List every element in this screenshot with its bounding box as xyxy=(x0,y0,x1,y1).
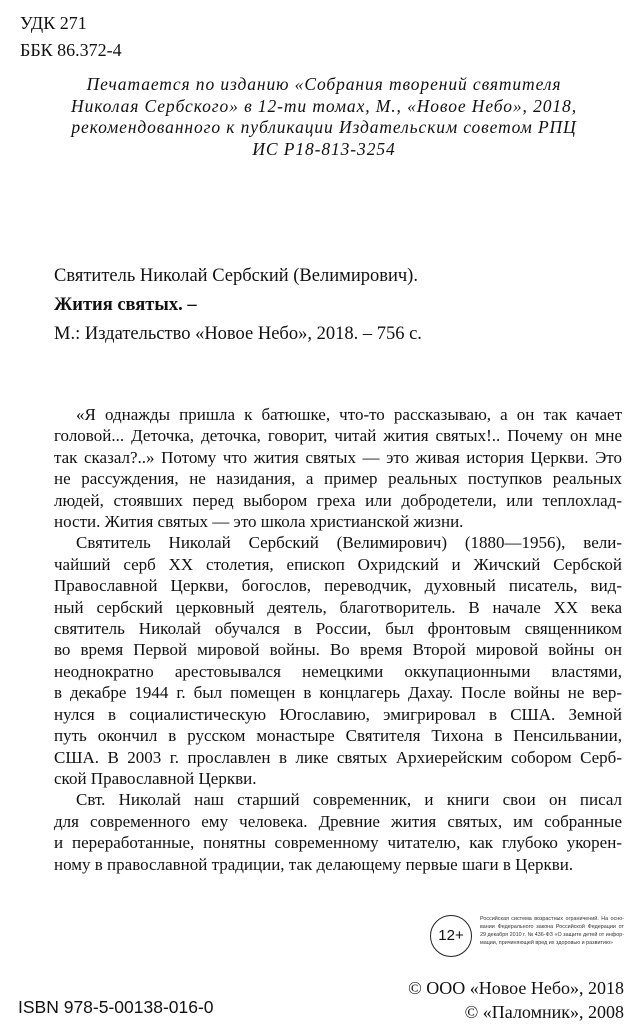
classification-codes xyxy=(20,10,122,64)
abstract-line: в декабре 1944 г. был помещен в концлагерь Дахау. После войны не вер- xyxy=(54,683,622,703)
abstract-paragraph xyxy=(54,404,622,532)
bbk-code: ББК 86.372-4 xyxy=(20,40,122,60)
abstract-line: ный сербский церковный деятель, благотворитель. В начале XX века xyxy=(54,597,622,617)
abstract-line: Святитель Николай Сербский (Велимирович) (1880—1956), вели- xyxy=(76,533,622,553)
abstract-line: неоднократно арестовывался немецкими оккупационными властями, xyxy=(54,661,622,681)
abstract-line: нулся в социалистическую Югославию, эмигрировал в США. Земной xyxy=(54,704,622,724)
abstract-line: чайший серб XX столетия, епископ Охридский и Жичский Сербской xyxy=(54,554,622,574)
age-rating-block xyxy=(420,915,625,973)
bibliographic-record xyxy=(54,262,422,349)
abstract-line: людей, стоявших перед выбором греха или добродетели, или теплохлад- xyxy=(54,490,622,510)
abstract-line: ности. Жития святых — это школа христианской жизни. xyxy=(54,512,464,532)
abstract-line: во время Первой мировой войны. Во время Второй мировой войны он xyxy=(54,640,622,660)
abstract-paragraph xyxy=(54,532,622,789)
abstract-line: и переработанные, понятны современному читателю, как глубоко укорен- xyxy=(54,833,622,853)
abstract xyxy=(54,404,622,875)
abstract-line: для современного ему человека. Древние жития святых, им собранные xyxy=(54,811,622,831)
edition-note-line: Николая Сербского» в 12-ти томах, М., «Новое Небо», 2018, xyxy=(71,95,577,116)
abstract-line: так сказал?..» Потому что жития святых — это живая история Церкви. Это xyxy=(54,447,622,467)
abstract-line: путь окончил в русском монастыре Святителя Тихона в Пенсильвании, xyxy=(54,726,622,746)
copyright-block xyxy=(408,976,624,1024)
abstract-line: святитель Николай обучался в России, был фронтовым священником xyxy=(54,619,622,639)
copyright-line: © ООО «Новое Небо», 2018 xyxy=(408,978,624,998)
abstract-paragraph xyxy=(54,789,622,875)
copyright-line: © «Паломник», 2008 xyxy=(464,1002,624,1022)
abstract-line: ской Православной Церкви. xyxy=(54,768,257,788)
abstract-line: Свт. Николай наш старший современник, и книги свои он писал xyxy=(76,790,622,810)
edition-note xyxy=(22,74,626,160)
abstract-line: США. В 2003 г. прославлен в лике святых Архиерейским собором Серб- xyxy=(54,747,622,767)
imprint-line: М.: Издательство «Новое Небо», 2018. – 756 с. xyxy=(54,324,422,344)
edition-note-line: ИС Р18-813-3254 xyxy=(252,138,396,159)
abstract-line: Православной Церкви, богослов, переводчик, духовный писатель, вид- xyxy=(54,576,622,596)
abstract-line: ному в православной традиции, так делающему первые шаги в Церкви. xyxy=(54,854,574,874)
age-rating-badge: 12+ xyxy=(430,915,472,957)
abstract-line: не рассуждения, не назидания, а пример реальных поступков реальных xyxy=(54,469,622,489)
book-title: Жития святых. – xyxy=(54,295,197,315)
isbn: ISBN 978-5-00138-016-0 xyxy=(18,997,214,1017)
edition-note-line: рекомендованного к публикации Издательским советом РПЦ xyxy=(71,117,577,137)
abstract-line: «Я однажды пришла к батюшке, что-то рассказываю, а он так качает xyxy=(76,405,622,424)
edition-note-line: Печатается по изданию «Собрания творений святителя xyxy=(86,74,562,94)
author-line: Святитель Николай Сербский (Велимирович). xyxy=(54,266,418,286)
abstract-line: головой... Деточка, деточка, говорит, читай жития святых!.. Почему он мне xyxy=(54,426,622,446)
age-rating-note: Российская система возрастных ограничений. На осно- вании Федерального закона Российской Федерации от 29 декабря 2010 г. № 436-ФЗ «О защите детей от инфор- мации, причиняющей вред их здоровью и развитию» xyxy=(480,916,624,946)
udk-code: УДК 271 xyxy=(20,13,87,33)
